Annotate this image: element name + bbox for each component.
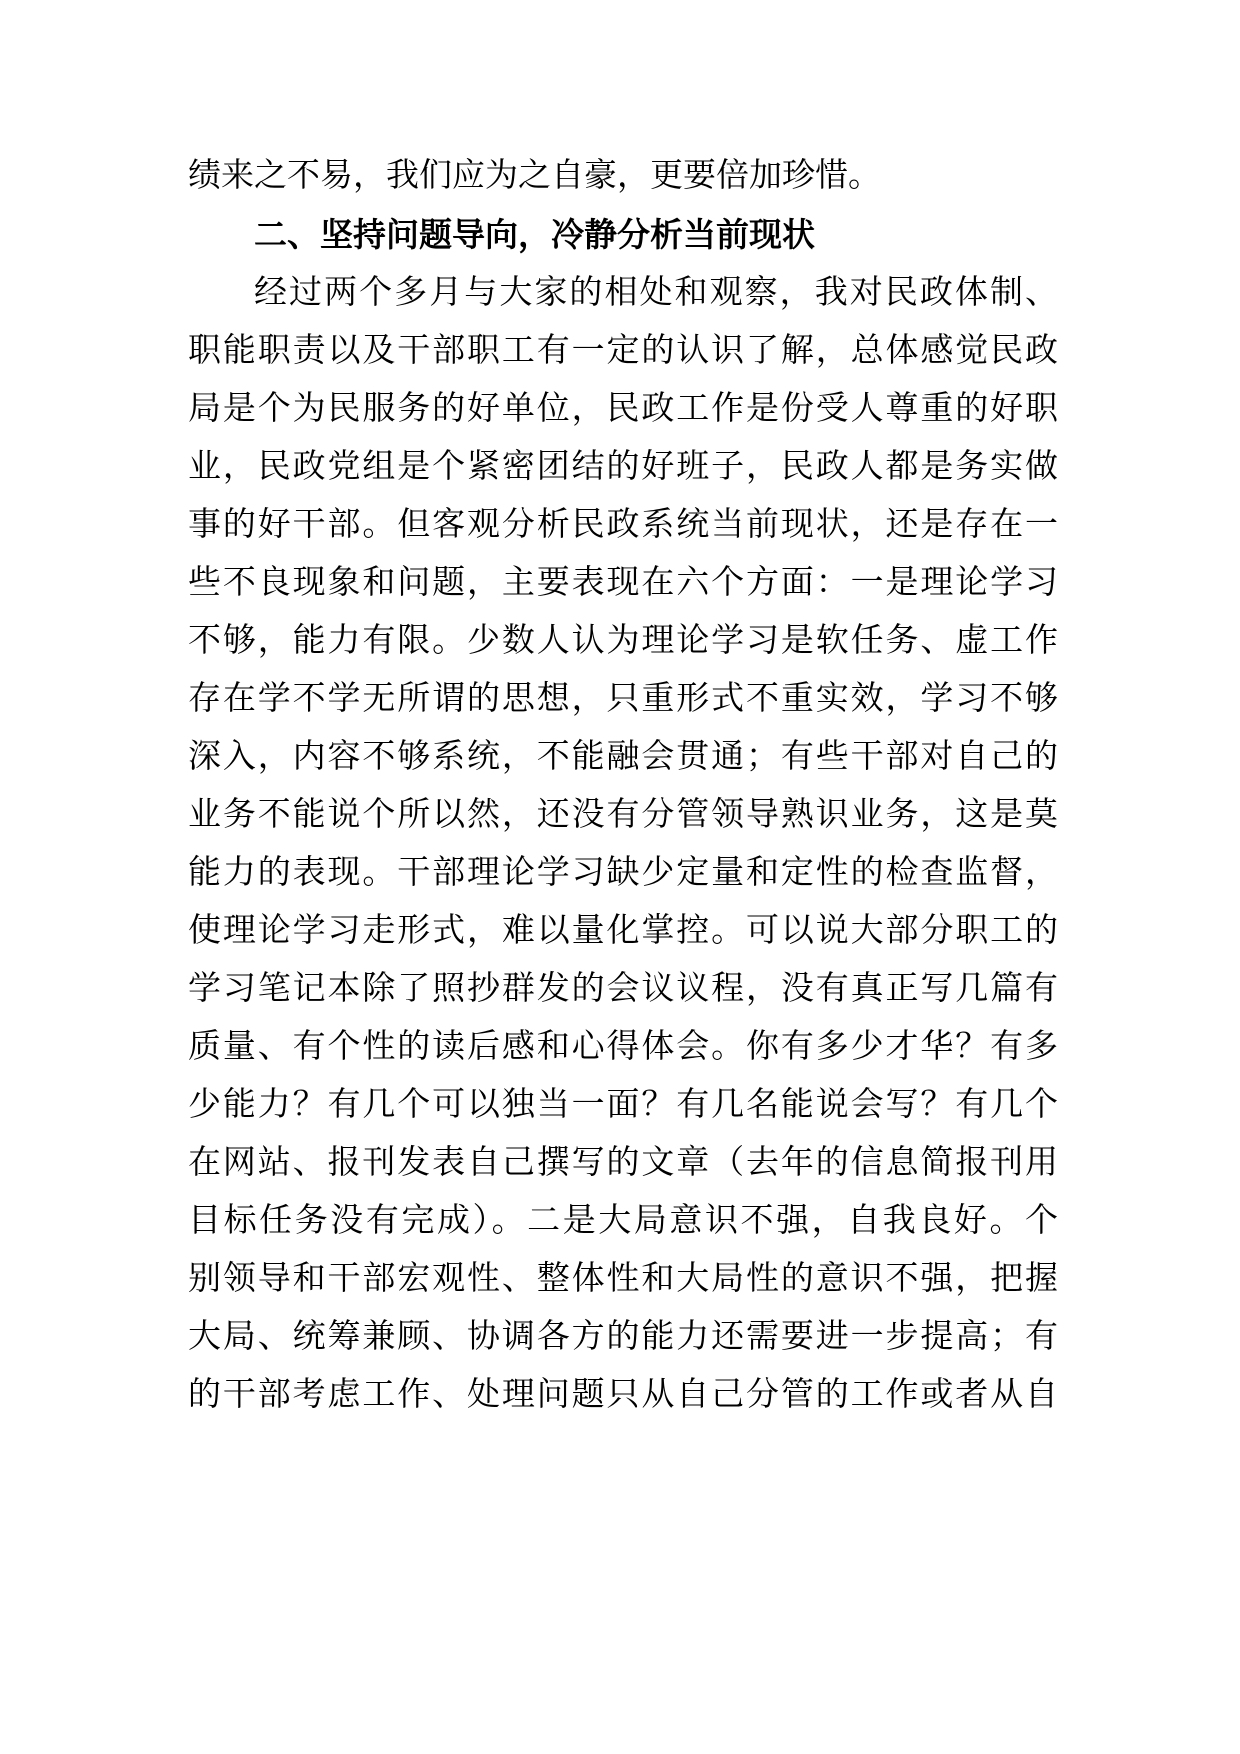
- body-line: 些不良现象和问题，主要表现在六个方面：一是理论学习: [188, 562, 1058, 601]
- body-line: 能力的表现。干部理论学习缺少定量和定性的检查监督，: [188, 852, 1058, 891]
- body-line: 目标任务没有完成）。二是大局意识不强，自我良好。个: [188, 1200, 1058, 1239]
- body-line: 在网站、报刊发表自己撰写的文章（去年的信息简报刊用: [188, 1142, 1058, 1181]
- body-line: 的干部考虑工作、处理问题只从自己分管的工作或者从自: [188, 1374, 1058, 1413]
- section-heading: 二、坚持问题导向，冷静分析当前现状: [254, 215, 815, 254]
- body-line: 经过两个多月与大家的相处和观察，我对民政体制、: [254, 272, 1058, 311]
- body-line: 不够，能力有限。少数人认为理论学习是软任务、虚工作: [188, 620, 1058, 659]
- body-line: 少能力？有几个可以独当一面？有几名能说会写？有几个: [188, 1084, 1058, 1123]
- body-line: 别领导和干部宏观性、整体性和大局性的意识不强，把握: [188, 1258, 1058, 1297]
- body-line: 质量、有个性的读后感和心得体会。你有多少才华？有多: [188, 1026, 1058, 1065]
- body-line: 深入，内容不够系统，不能融会贯通；有些干部对自己的: [188, 736, 1058, 775]
- body-line: 业务不能说个所以然，还没有分管领导熟识业务，这是莫: [188, 794, 1058, 833]
- body-line: 使理论学习走形式，难以量化掌控。可以说大部分职工的: [188, 910, 1058, 949]
- opening-line: 绩来之不易，我们应为之自豪，更要倍加珍惜。: [188, 155, 881, 194]
- body-line: 大局、统筹兼顾、协调各方的能力还需要进一步提高；有: [188, 1316, 1058, 1355]
- body-line: 事的好干部。但客观分析民政系统当前现状，还是存在一: [188, 504, 1058, 543]
- body-line: 局是个为民服务的好单位，民政工作是份受人尊重的好职: [188, 388, 1058, 427]
- body-line: 存在学不学无所谓的思想，只重形式不重实效，学习不够: [188, 678, 1058, 717]
- body-line: 学习笔记本除了照抄群发的会议议程，没有真正写几篇有: [188, 968, 1058, 1007]
- body-line: 业，民政党组是个紧密团结的好班子，民政人都是务实做: [188, 446, 1058, 485]
- body-line: 职能职责以及干部职工有一定的认识了解，总体感觉民政: [188, 330, 1058, 369]
